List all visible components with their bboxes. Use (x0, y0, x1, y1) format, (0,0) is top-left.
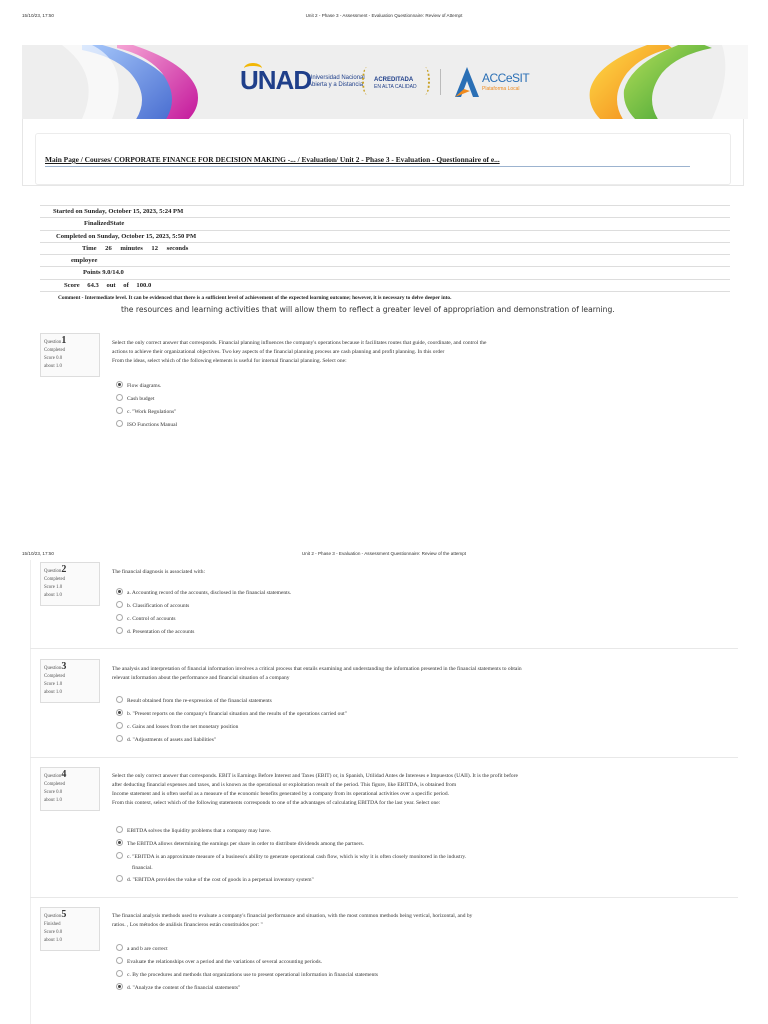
option-label: a and b are correct (127, 946, 168, 952)
left-rule (30, 560, 31, 1024)
question-text-2 (112, 568, 652, 577)
answer-option[interactable] (116, 840, 656, 848)
answer-option[interactable] (116, 408, 656, 416)
answer-option[interactable] (116, 876, 656, 884)
option-label: The EBITDA allows determining the earnings per share in order to distribute dividends among the partners. (127, 841, 365, 847)
question-text-line: relevant information about the performance and financial situation of a company (112, 675, 290, 681)
question-number: 4 (61, 769, 67, 780)
radio-icon[interactable] (116, 735, 123, 742)
score-value: Score 64.3 out of 100.0 (64, 282, 152, 289)
question-text-4 (112, 772, 652, 808)
accred-line1: ACREDITADA (374, 77, 414, 83)
radio-icon[interactable] (116, 852, 123, 859)
question-text-1 (112, 339, 652, 366)
question-text-line: The analysis and interpretation of financial information involves a critical process that entails examining and understanding the information presented in the financial statements to obtain (112, 666, 522, 672)
question-number: 5 (61, 909, 67, 920)
employee-value: employee (71, 257, 98, 264)
radio-icon[interactable] (116, 722, 123, 729)
question-number: 1 (61, 335, 67, 346)
unad-name-line1: Universidad Nacional (308, 75, 365, 81)
radio-icon[interactable] (116, 614, 123, 621)
print-title: Unit 2 - Phase 3 - Evaluation - Assessment Questionnaire: Review of the attempt (301, 551, 467, 556)
state-value: FinalizedState (84, 220, 125, 227)
answer-option[interactable] (116, 853, 656, 861)
unad-arc-icon (244, 63, 262, 74)
question-label: Question (44, 914, 62, 919)
radio-selected-icon[interactable] (116, 709, 123, 716)
radio-icon[interactable] (116, 696, 123, 703)
question-info-1 (40, 333, 100, 377)
answer-option[interactable] (116, 421, 656, 429)
question-score: Score 0.0 (44, 790, 63, 795)
points-value: Points 9.0/14.0 (83, 269, 124, 276)
answer-option[interactable] (116, 589, 656, 597)
option-label: EBITDA solves the liquidity problems that a company may have. (127, 828, 271, 834)
breadcrumb-container (22, 119, 744, 186)
answer-option[interactable] (116, 958, 656, 966)
question-max: about 1.0 (44, 690, 62, 695)
question-text-5 (112, 912, 652, 930)
comment-continuation: the resources and learning activities that will allow them to reflect a greater level of appropriation and demonstration of learning. (121, 305, 615, 314)
question-label: Question (44, 774, 62, 779)
breadcrumb[interactable]: Main Page / Courses/ CORPORATE FINANCE FOR DECISION MAKING -... / Evaluation/ Unit 2 - Phase 3 - Evaluation - Questionnaire of e... (45, 155, 690, 167)
radio-icon[interactable] (116, 826, 123, 833)
answer-option[interactable] (116, 382, 656, 390)
answer-option[interactable] (116, 736, 656, 744)
answer-option[interactable] (116, 723, 656, 731)
accesit-logo: ACCeSIT (482, 71, 530, 85)
question-label: Question (44, 666, 62, 671)
answer-option[interactable] (116, 710, 656, 718)
option-label: c. "Work Regulations" (127, 409, 177, 415)
question-score: Score 0.0 (44, 930, 63, 935)
answer-option[interactable] (116, 602, 656, 610)
answer-option[interactable] (116, 827, 656, 835)
started-value: Started on Sunday, October 15, 2023, 5:24 PM (53, 208, 184, 215)
answer-option[interactable] (116, 628, 656, 636)
option-label: Flow diagrams. (127, 383, 162, 389)
accreditation-seal (374, 77, 417, 91)
option-label: c. "EBITDA is an approximate measure of a business's ability to generate operational cash flow, which is why it is often closely monitored in the industry. (127, 854, 467, 860)
question-state: Completed (44, 674, 66, 679)
question-number: 2 (61, 564, 67, 575)
banner-logos (240, 63, 580, 103)
time-value: Time 26 minutes 12 seconds (82, 245, 189, 252)
question-text-line: actions to achieve their organizational objectives. Two key aspects of the financial planning process are cash planning and profit planning. In this order (112, 349, 445, 355)
option-label: d. "Analyze the content of the financial statements" (127, 985, 241, 991)
option-label: d. Presentation of the accounts (127, 629, 195, 635)
radio-icon[interactable] (116, 407, 123, 414)
answer-option[interactable] (116, 945, 656, 953)
summary-points (40, 266, 730, 279)
question-text-line: The financial diagnosis is associated with: (112, 569, 206, 575)
question-label: Question (44, 569, 62, 574)
summary-state (40, 217, 730, 230)
completed-value: Completed on Sunday, October 15, 2023, 5:50 PM (56, 233, 197, 240)
question-score: Score 0.0 (44, 356, 63, 361)
question-text-line: ratios. , Los métodos de análisis financieros están constituidos por: " (112, 922, 263, 928)
question-max: about 1.0 (44, 364, 62, 369)
question-text-line: Select the only correct answer that corresponds. EBIT is Earnings Before Interest and Taxes (EBIT) or, in Spanish, Utilidad Antes de Intereses e Impuestos (UAII). It is the profit before (112, 773, 518, 779)
question-max: about 1.0 (44, 593, 62, 598)
print-datetime: 15/10/23, 17:50 (22, 13, 54, 18)
radio-icon[interactable] (116, 627, 123, 634)
radio-selected-icon[interactable] (116, 839, 123, 846)
radio-icon[interactable] (116, 394, 123, 401)
accesit-a-icon (452, 65, 482, 99)
unad-name-line2: Abierta y a Distancia (308, 82, 364, 88)
answer-option[interactable] (116, 697, 656, 705)
radio-icon[interactable] (116, 944, 123, 951)
question-info-3 (40, 659, 100, 703)
option-label: b. "Present reports on the company's financial situation and the results of the operations carried out" (127, 711, 347, 717)
question-state: Completed (44, 782, 66, 787)
question-info-2 (40, 562, 100, 606)
radio-icon[interactable] (116, 957, 123, 964)
radio-icon[interactable] (116, 420, 123, 427)
radio-selected-icon[interactable] (116, 381, 123, 388)
question-divider (30, 757, 738, 758)
question-score: Score 1.0 (44, 585, 63, 590)
option-label: b. Classification of accounts (127, 603, 190, 609)
question-text-line: From the ideas, select which of the following elements is useful for internal financial planning. Select one: (112, 358, 347, 364)
question-number: 3 (61, 661, 67, 672)
radio-selected-icon[interactable] (116, 983, 123, 990)
print-datetime: 15/10/23, 17:50 (22, 551, 54, 556)
question-divider (30, 648, 738, 649)
radio-icon[interactable] (116, 875, 123, 882)
question-info-4 (40, 767, 100, 811)
option-label: c. Control of accounts (127, 616, 176, 622)
question-text-line: Income statement and is often useful as a measure of the economic benefits generated by a company from its operational activities over a specific period. (112, 791, 450, 797)
question-text-3 (112, 665, 652, 683)
question-state: Completed (44, 577, 66, 582)
option-label: ISO Functions Manual (127, 422, 178, 428)
answer-option[interactable] (116, 971, 656, 979)
option-label: Result obtained from the re-expression of the financial statements (127, 698, 272, 704)
logo-separator (440, 69, 441, 95)
laurel-left-icon (362, 67, 372, 95)
question-info-5 (40, 907, 100, 951)
question-state: Completed (44, 348, 66, 353)
accred-line2: EN ALTA CALIDAD (374, 84, 417, 90)
comment-value: Comment - Intermediate level. It can be evidenced that there is a sufficient level of achievement of the expected learning outcome; however, it is necessary to delve deeper into. (58, 295, 452, 301)
option-continuation: financial. (132, 865, 153, 871)
option-label: Cash budget (127, 396, 155, 402)
answer-option[interactable] (116, 395, 656, 403)
question-score: Score 1.0 (44, 682, 63, 687)
option-label: d. "EBITDA provides the value of the cost of goods in a perpetual inventory system" (127, 877, 314, 883)
option-label: d. "Adjustments of assets and liabilities" (127, 737, 217, 743)
question-text-line: Select the only correct answer that corresponds. Financial planning influences the company's operations because it facilitates routes that guide, coordinate, and control the (112, 340, 487, 346)
question-max: about 1.0 (44, 798, 62, 803)
question-state: Finished (44, 922, 61, 927)
print-title: Unit 2 - Phase 3 - Assessment - Evaluation Questionnaire: Review of Attempt (305, 13, 463, 18)
option-label: c. Gains and losses from the net monetary position (127, 724, 239, 730)
unad-logo: UNAD (240, 65, 312, 95)
summary-comment (40, 291, 730, 304)
radio-icon[interactable] (116, 601, 123, 608)
option-label: c. By the procedures and methods that organizations use to present operational information in financial statements (127, 972, 378, 978)
question-label: Question (44, 340, 62, 345)
laurel-right-icon (420, 67, 430, 95)
question-max: about 1.0 (44, 938, 62, 943)
question-text-line: The financial analysis methods used to evaluate a company's financial performance and situation, with the most common methods being vertical, horizontal, and by (112, 913, 473, 919)
radio-selected-icon[interactable] (116, 588, 123, 595)
radio-icon[interactable] (116, 970, 123, 977)
answer-option[interactable] (116, 984, 656, 992)
question-text-line: after deducting financial expenses and taxes, and is known as the operational or exploitation result of the period. This figure, like EBITDA, is obtained from (112, 782, 457, 788)
site-banner (22, 45, 748, 119)
question-text-line: From this context, select which of the following statements corresponds to one of the advantages of calculating EBITDA for the last year. Select one: (112, 800, 441, 806)
question-divider (30, 897, 738, 898)
accesit-subtitle: Plataforma Local (482, 86, 520, 92)
option-label: Evaluate the relationships over a period and the variations of several accounting periods. (127, 959, 323, 965)
option-label: a. Accounting record of the accounts, disclosed in the financial statements. (127, 590, 292, 596)
unad-name (308, 75, 365, 89)
answer-option[interactable] (116, 615, 656, 623)
